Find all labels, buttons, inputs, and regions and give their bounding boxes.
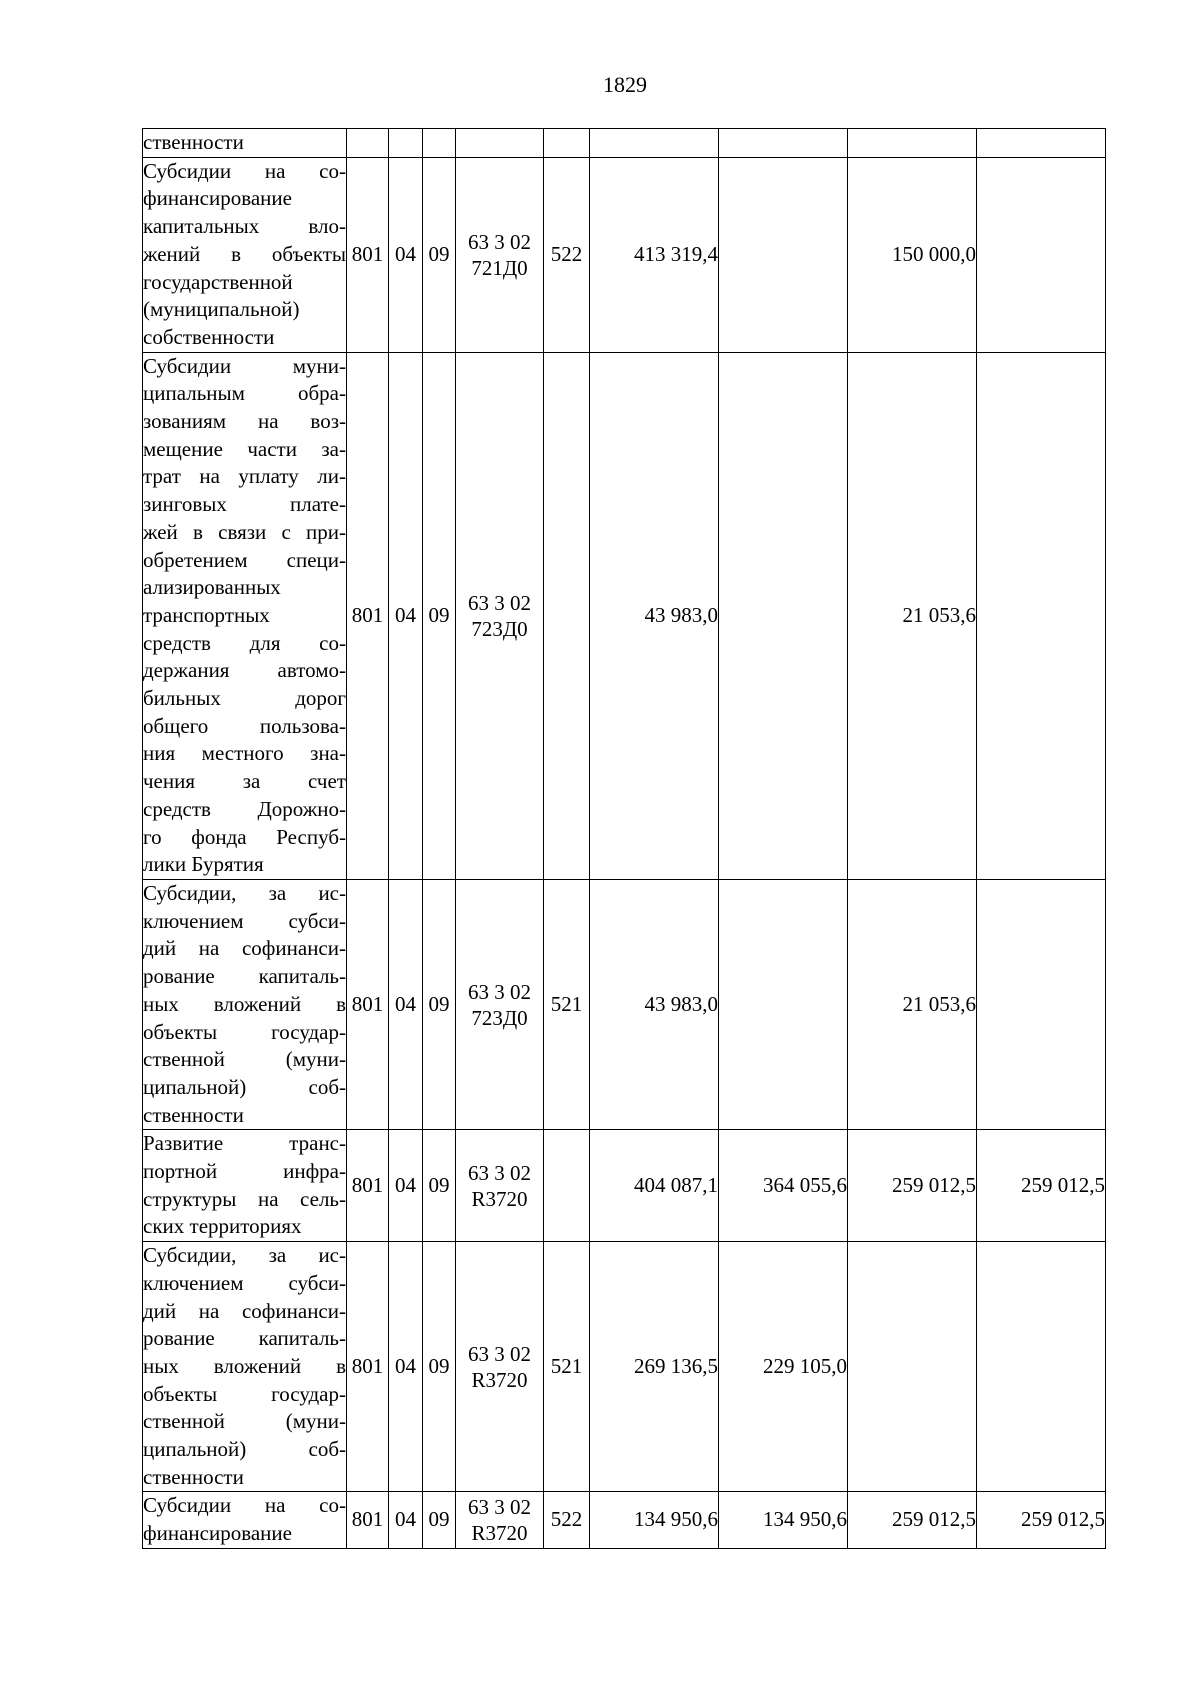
amount-cell-3: 259 012,5 [848, 1492, 977, 1548]
description-line: Субсидии, за ис- [143, 880, 346, 905]
description-line: жей в связи с при- [143, 519, 346, 544]
subsection-code-cell: 09 [423, 1242, 456, 1492]
description-line: финансирование [143, 1521, 292, 1546]
target-article-line: 721Д0 [471, 255, 528, 280]
description-line: ственной (муни- [143, 1047, 346, 1072]
target-article-line: 63 3 02 [468, 590, 531, 615]
amount-cell-2: 134 950,6 [719, 1492, 848, 1548]
description-line: ственности [143, 1102, 244, 1127]
table-row [143, 129, 1106, 158]
amount-cell-3 [848, 129, 977, 158]
target-article-line: 63 3 02 [468, 1160, 531, 1185]
subsection-code-cell: 09 [423, 1130, 456, 1242]
description-line: ципальной) соб- [143, 1074, 346, 1099]
target-article-line: R3720 [471, 1186, 528, 1211]
description-line: ключением субси- [143, 908, 346, 933]
table-row [143, 157, 1106, 352]
expense-type-cell: 522 [544, 157, 590, 352]
target-article-line: 723Д0 [471, 1005, 528, 1030]
description-line: портной инфра- [143, 1159, 346, 1184]
amount-cell-4 [977, 1242, 1106, 1492]
amount-cell-4 [977, 352, 1106, 879]
table-body [143, 129, 1106, 1549]
amount-cell-4 [977, 129, 1106, 158]
section-code-cell [389, 129, 423, 158]
description-line: ализированных [143, 575, 281, 600]
section-code-cell: 04 [389, 1242, 423, 1492]
target-article-line: R3720 [471, 1521, 528, 1546]
ministry-code-cell: 801 [347, 1130, 389, 1242]
description-line: Субсидии на со- [143, 1493, 346, 1518]
row-description [143, 157, 347, 352]
amount-cell-1 [590, 129, 719, 158]
amount-cell-3: 259 012,5 [848, 1130, 977, 1242]
amount-cell-3: 150 000,0 [848, 157, 977, 352]
description-line: ных вложений в [143, 991, 346, 1016]
description-line: государственной [143, 269, 293, 294]
description-line: ственности [143, 1464, 244, 1489]
amount-cell-1: 404 087,1 [590, 1130, 719, 1242]
description-line: объекты государ- [143, 1381, 346, 1406]
subsection-code-cell: 09 [423, 352, 456, 879]
page-number: 1829 [603, 72, 647, 97]
expense-type-cell [544, 129, 590, 158]
description-line: средств Дорожно- [143, 796, 346, 821]
amount-cell-3 [848, 1242, 977, 1492]
amount-cell-4: 259 012,5 [977, 1130, 1106, 1242]
target-article-cell [456, 352, 544, 879]
table-row [143, 1242, 1106, 1492]
expense-type-cell [544, 352, 590, 879]
target-article-cell [456, 1130, 544, 1242]
expense-type-cell: 521 [544, 1242, 590, 1492]
description-line: (муниципальной) [143, 297, 300, 322]
description-line: Субсидии муни- [143, 353, 346, 378]
section-code-cell: 04 [389, 879, 423, 1129]
amount-cell-3: 21 053,6 [848, 879, 977, 1129]
description-line: общего пользова- [143, 713, 346, 738]
description-line: ципальным обра- [143, 381, 346, 406]
description-line: трат на уплату ли- [143, 464, 346, 489]
section-code-cell: 04 [389, 1492, 423, 1548]
amount-cell-1: 413 319,4 [590, 157, 719, 352]
section-code-cell: 04 [389, 1130, 423, 1242]
description-line: лики Бурятия [143, 852, 264, 877]
budget-table [142, 128, 1106, 1549]
row-description [143, 1130, 347, 1242]
row-description [143, 879, 347, 1129]
amount-cell-2 [719, 352, 848, 879]
description-line: бильных дорог [143, 686, 346, 711]
row-description [143, 1492, 347, 1548]
description-line: держания автомо- [143, 658, 346, 683]
description-line: дий на софинанси- [143, 936, 346, 961]
amount-cell-2: 229 105,0 [719, 1242, 848, 1492]
amount-cell-1: 134 950,6 [590, 1492, 719, 1548]
description-line: рование капиталь- [143, 1326, 346, 1351]
description-line: структуры на сель- [143, 1186, 346, 1211]
target-article-line: 63 3 02 [468, 1341, 531, 1366]
target-article-cell [456, 1492, 544, 1548]
section-code-cell: 04 [389, 352, 423, 879]
description-line: жений в объекты [143, 241, 346, 266]
description-line: Развитие транс- [143, 1131, 346, 1156]
target-article-cell [456, 157, 544, 352]
description-line: рование капиталь- [143, 964, 346, 989]
description-line: собственности [143, 324, 275, 349]
description-line: ственной (муни- [143, 1409, 346, 1434]
amount-cell-2 [719, 157, 848, 352]
description-line: обретением специ- [143, 547, 346, 572]
amount-cell-2: 364 055,6 [719, 1130, 848, 1242]
description-line: ственности [143, 130, 244, 154]
target-article-line: 63 3 02 [468, 229, 531, 254]
amount-cell-1: 269 136,5 [590, 1242, 719, 1492]
expense-type-cell: 522 [544, 1492, 590, 1548]
table-row [143, 1130, 1106, 1242]
description-line: транспортных [143, 602, 270, 627]
amount-cell-4 [977, 879, 1106, 1129]
row-description [143, 352, 347, 879]
amount-cell-2 [719, 129, 848, 158]
description-line: финансирование [143, 186, 292, 211]
amount-cell-1: 43 983,0 [590, 352, 719, 879]
description-line: Субсидии, за ис- [143, 1243, 346, 1268]
ministry-code-cell: 801 [347, 1242, 389, 1492]
subsection-code-cell: 09 [423, 879, 456, 1129]
subsection-code-cell: 09 [423, 1492, 456, 1548]
subsection-code-cell: 09 [423, 157, 456, 352]
row-description [143, 1242, 347, 1492]
section-code-cell: 04 [389, 157, 423, 352]
description-line: чения за счет [143, 769, 346, 794]
description-line: ципальной) соб- [143, 1437, 346, 1462]
description-line: зинговых плате- [143, 492, 346, 517]
description-line: ских территориях [143, 1214, 302, 1239]
description-line: Субсидии на со- [143, 158, 346, 183]
description-line: мещение части за- [143, 436, 346, 461]
amount-cell-1: 43 983,0 [590, 879, 719, 1129]
description-line: капитальных вло- [143, 214, 346, 239]
amount-cell-2 [719, 879, 848, 1129]
amount-cell-3: 21 053,6 [848, 352, 977, 879]
table-row [143, 1492, 1106, 1548]
description-line: средств для со- [143, 630, 346, 655]
description-line: го фонда Респуб- [143, 824, 346, 849]
description-line: ния местного зна- [143, 741, 346, 766]
target-article-line: 723Д0 [471, 616, 528, 641]
description-line: ключением субси- [143, 1270, 346, 1295]
target-article-cell [456, 1242, 544, 1492]
description-line: дий на софинанси- [143, 1298, 346, 1323]
target-article-cell [456, 879, 544, 1129]
expense-type-cell [544, 1130, 590, 1242]
target-article-line: 63 3 02 [468, 1495, 531, 1520]
target-article-line: R3720 [471, 1367, 528, 1392]
table-row [143, 879, 1106, 1129]
description-line: объекты государ- [143, 1019, 346, 1044]
ministry-code-cell [347, 129, 389, 158]
amount-cell-4: 259 012,5 [977, 1492, 1106, 1548]
ministry-code-cell: 801 [347, 352, 389, 879]
table-row [143, 352, 1106, 879]
target-article-cell [456, 129, 544, 158]
amount-cell-4 [977, 157, 1106, 352]
expense-type-cell: 521 [544, 879, 590, 1129]
description-line: ных вложений в [143, 1353, 346, 1378]
description-line: зованиям на воз- [143, 409, 346, 434]
subsection-code-cell [423, 129, 456, 158]
ministry-code-cell: 801 [347, 157, 389, 352]
target-article-line: 63 3 02 [468, 979, 531, 1004]
ministry-code-cell: 801 [347, 879, 389, 1129]
ministry-code-cell: 801 [347, 1492, 389, 1548]
row-description [143, 129, 347, 158]
